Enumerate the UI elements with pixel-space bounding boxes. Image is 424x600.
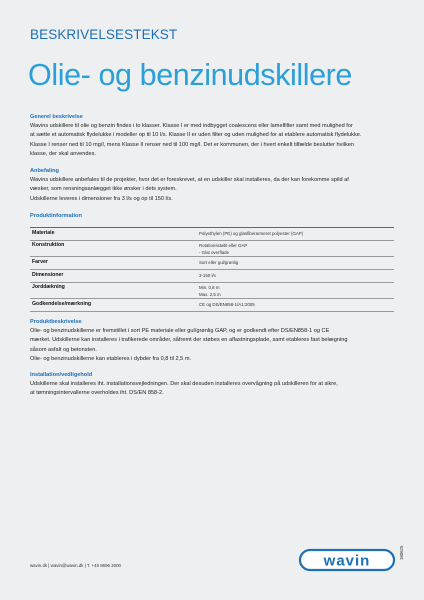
table-row [30, 270, 394, 283]
spec-value [197, 228, 394, 241]
product-description-line: Olie- og benzinudskillerne kan etableres i dybder fra 0,8 til 2,5 m. [30, 356, 192, 363]
general-line: at sætte et automatisk flydelukke i modeller op til 10 l/s. Klasse II er uden filter og uden mulighed for at etablere automatisk flydelukke. [30, 132, 362, 139]
installation-section [30, 372, 398, 399]
wavin-logo-text: wavin [323, 552, 371, 570]
table-row [30, 283, 394, 299]
spec-value-line: Sort eller gul/grønlig [199, 260, 239, 265]
spec-value-line: CE og DS/EN858-1/A1:2005 [199, 302, 255, 307]
document-code: 180625 [399, 545, 404, 560]
installation-heading: Installation/vedligehold [30, 372, 93, 378]
general-line: Wavins udskillere til olie og benzin findes i to klasser. Klasse I er med indbygget coalescens eller lamelfilter samt med mulighed for [30, 123, 353, 129]
spec-value-line: 3-150 l/s [199, 273, 216, 278]
general-section [30, 114, 398, 160]
spec-value [197, 299, 394, 312]
installation-line: at tømningsintervallerne overholdes iht. DS/EN 858-2. [30, 390, 164, 397]
spec-key: Konstruktion [30, 241, 197, 257]
product-description-heading: Produktbeskrivelse [30, 319, 82, 325]
spec-value [197, 270, 394, 283]
spec-value-line: Polyethylen (PE) og glasfiberarmeret polyester (GAP) [199, 231, 304, 236]
spec-value [197, 241, 394, 257]
spec-key: Jorddækning [30, 283, 197, 299]
recommendation-line: væsker, som rensningsanlægget ikke ønsker i dets system. [30, 186, 177, 193]
spec-value-line: - Glat overflade [199, 250, 230, 255]
spec-value-line: Rotationsstøbt eller GAP [199, 243, 248, 248]
table-row [30, 241, 394, 257]
recommendation-heading: Anbefaling [30, 168, 59, 174]
general-heading: Generel beskrivelse [30, 114, 83, 120]
recommendation-line: Wavins udskillere anbefales til de projekter, hvor det er foreskrevet, at en udskiller skal installeres, da der kan forekomme spild af [30, 177, 349, 183]
product-info-heading: Produktinformation [30, 213, 82, 219]
wavin-logo-mark [298, 546, 398, 574]
spec-value-line: Min. 0,8 m [199, 285, 220, 290]
recommendation-section [30, 168, 398, 204]
product-description-line: mærket. Udskillerne kan installeres i trafikerede områder, såfremt der støbes en aflastningsplade, samt etableres fast belægning [30, 337, 348, 344]
product-description-line: Olie- og benzinudskillerne er fremstillet i sort PE materiale eller gul/grønlig GAP, og er godkendt efter DS/EN858-1 og CE [30, 328, 330, 334]
general-line: Klasse I renser ned til 10 mg/l, mens Klasse II renser ned til 100 mg/l. Det er kommunen, der i hvert enkelt tilfælde beslutter hvilken [30, 141, 354, 148]
spec-key: Godkendelse/mærkning [30, 299, 197, 312]
product-info-table [30, 227, 394, 312]
recommendation-line: Udskillerne leveres i dimensioner fra 3 l/s og op til 150 l/s. [30, 195, 173, 202]
document-kicker: BESKRIVELSESTEKST [30, 27, 178, 42]
table-row [30, 228, 394, 241]
spec-key: Materiale [30, 228, 197, 241]
spec-key: Dimensioner [30, 270, 197, 283]
general-line: klasse, der skal anvendes. [30, 151, 96, 158]
table-row [30, 299, 394, 312]
installation-line: Udskillerne skal installeres iht. installationsvejledningen. Der skal desuden installeres overvågning på udskilleren for at sikre, [30, 381, 338, 387]
table-row [30, 257, 394, 270]
footer-contact: wavin.dk | wavin@wavin.dk | T. +45 8696 2000 [30, 563, 121, 568]
product-description-section [30, 319, 398, 365]
spec-value-line: Max. 2,5 m [199, 292, 221, 297]
wavin-logo [298, 546, 398, 574]
page-title: Olie- og benzinudskillere [28, 58, 352, 92]
spec-key: Farver [30, 257, 197, 270]
spec-value [197, 257, 394, 270]
spec-value [197, 283, 394, 299]
product-info-section [30, 213, 398, 221]
product-description-line: såsom asfalt og betonsten. [30, 346, 97, 353]
